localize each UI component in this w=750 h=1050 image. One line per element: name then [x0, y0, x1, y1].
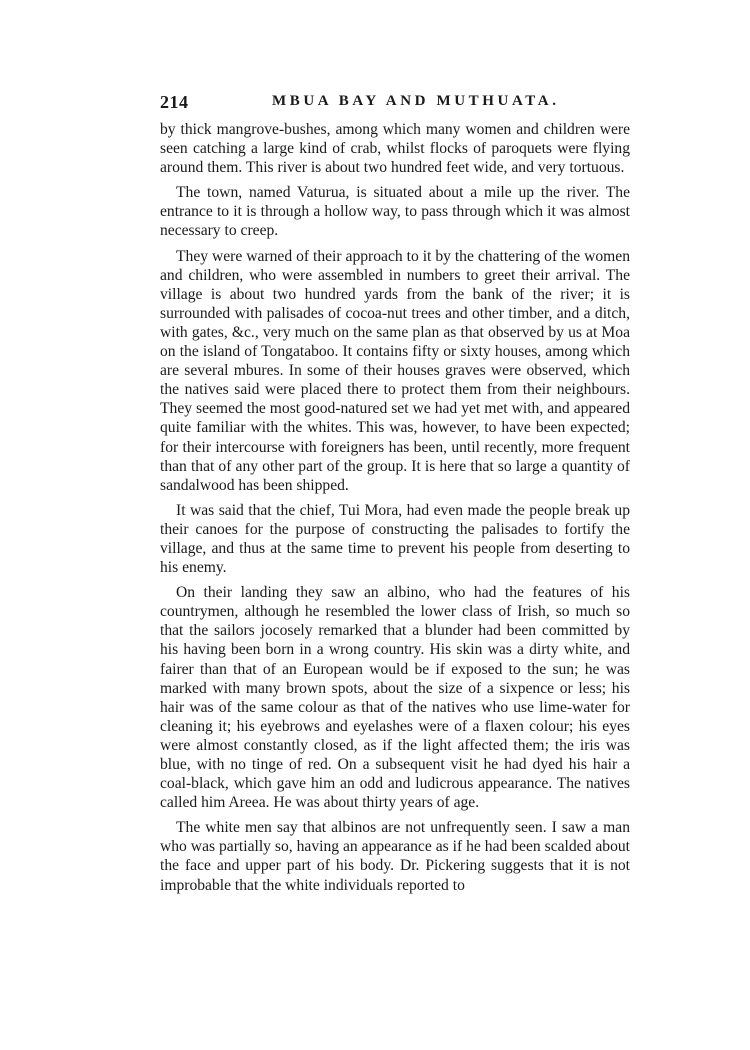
- paragraph-village-description: They were warned of their approach to it by the chattering of the women and children, who were assembled in numbers to greet their arrival. The village is about two hundred yards from the bank of the river; it is surrounded with palisades of cocoa-nut trees and other timber, and a ditch, with gates, &c., very much on the same plan as that observed by us at Moa on the island of Tongataboo. It contains fifty or sixty houses, among which are several mbures. In some of their houses graves were observed, which the natives said were placed there to protect them from their neighbours. They seemed the most good-natured set we had yet met with, and appeared quite familiar with the whites. This was, however, to have been expected; for their intercourse with foreigners has been, until recently, more frequent than that of any other part of the group. It is here that so large a quantity of sandalwood has been shipped.: [160, 247, 630, 494]
- paragraph-town-vaturua: The town, named Vaturua, is situated about a mile up the river. The entrance to it is through a hollow way, to pass through which it was almost necessary to creep.: [160, 184, 630, 240]
- body-text: [160, 120, 630, 901]
- page-number: 214: [160, 92, 189, 112]
- running-title: MBUA BAY AND MUTHUATA.: [272, 93, 560, 109]
- running-head: [160, 92, 630, 116]
- paragraph-albinos-seen: The white men say that albinos are not unfrequently seen. I saw a man who was partially so, having an appearance as if he had been scalded about the face and upper part of his body. Dr. Pickering suggests that it is not improbable that the white individuals reported to: [160, 819, 630, 894]
- paragraph-albino: On their landing they saw an albino, who had the features of his countrymen, although he resembled the lower class of Irish, so much so that the sailors jocosely remarked that a blunder had been committed by his having been born in a wrong country. His skin was a dirty white, and fairer than that of an European would be if exposed to the sun; he was marked with many brown spots, about the size of a sixpence or less; his hair was of the same colour as that of the natives who use lime-water for cleaning it; his eyebrows and eyelashes were of a flaxen colour; his eyes were almost constantly closed, as if the light affected them; the iris was blue, with no tinge of red. On a subsequent visit he had dyed his hair a coal-black, which gave him an odd and ludicrous appearance. The natives called him Areea. He was about thirty years of age.: [160, 584, 630, 812]
- paragraph-continued: by thick mangrove-bushes, among which many women and children were seen catching a large kind of crab, whilst flocks of paroquets were flying around them. This river is about two hundred feet wide, and very tortuous.: [160, 121, 630, 177]
- paragraph-chief-tui-mora: It was said that the chief, Tui Mora, had even made the people break up their canoes for the purpose of constructing the palisades to fortify the village, and thus at the same time to prevent his people from deserting to his enemy.: [160, 501, 630, 577]
